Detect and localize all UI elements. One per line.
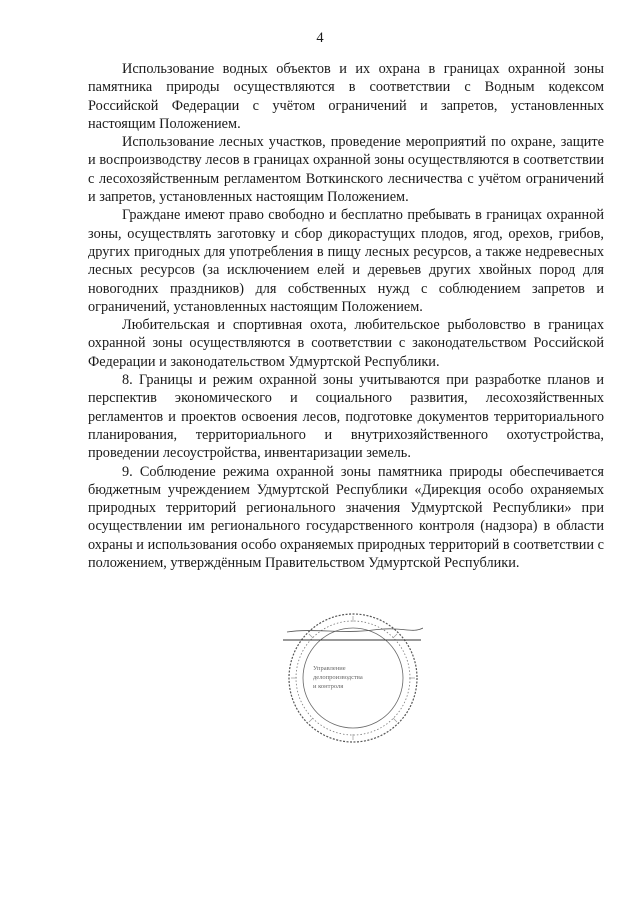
page-number: 4 [316,30,324,46]
paragraph-hunting-fishing: Любительская и спортивная охота, любительское рыболовство в границах охранной зоны осуществляются в соответствии с законодательством Российской Федерации и законодательством Удмуртской Республики. [88,317,604,370]
official-seal-stamp [283,608,423,748]
body-text [88,60,604,572]
paragraph-item-8: 8. Границы и режим охранной зоны учитываются при разработке планов и перспектив экономического и социального развития, лесохозяйственных регламентов и проектов освоения лесов, подготовке документов территориального планирования, территориального и внутрихозяйственного охотустройства, проведении лесоустройства, инвентаризации земель. [88,372,604,462]
seal-text-line-1: Управление [313,665,346,672]
signature-stroke [287,628,423,632]
paragraph-water-use: Использование водных объектов и их охрана в границах охранной зоны памятника природы осуществляются в соответствии с Водным кодексом Российской Федерации с учётом ограничений и запретов, установленных настоящим Положением. [88,61,604,132]
paragraph-citizens-rights: Граждане имеют право свободно и бесплатно пребывать в границах охранной зоны, осуществлять заготовку и сбор дикорастущих плодов, ягод, орехов, грибов, других пригодных для употребления в пищу лесных ресурсов, а также недревесных лесных ресурсов (за исключением елей и деревьев других хвойных пород для новогодних праздников) для собственных нужд с соблюдением запретов и ограничений, установленных настоящим Положением. [88,207,604,315]
paragraph-forest-use: Использование лесных участков, проведение мероприятий по охране, защите и воспроизводству лесов в границах охранной зоны осуществляются в соответствии с лесохозяйственным регламентом Воткинского лесничества с учётом ограничений и запретов, установленных настоящим Положением. [88,134,604,206]
paragraph-item-9: 9. Соблюдение режима охранной зоны памятника природы обеспечивается бюджетным учреждением Удмуртской Республики «Дирекция особо охраняемых природных территорий регионального значения Удмуртской Республики» при осуществлении им регионального государственного контроля (надзора) в области охраны и использования особо охраняемых природных территорий в соответствии с положением, утверждённым Правительством Удмуртской Республики. [88,463,604,572]
seal-text-line-2: делопроизводства [313,674,363,681]
seal-text-line-3: и контроля [313,683,344,690]
